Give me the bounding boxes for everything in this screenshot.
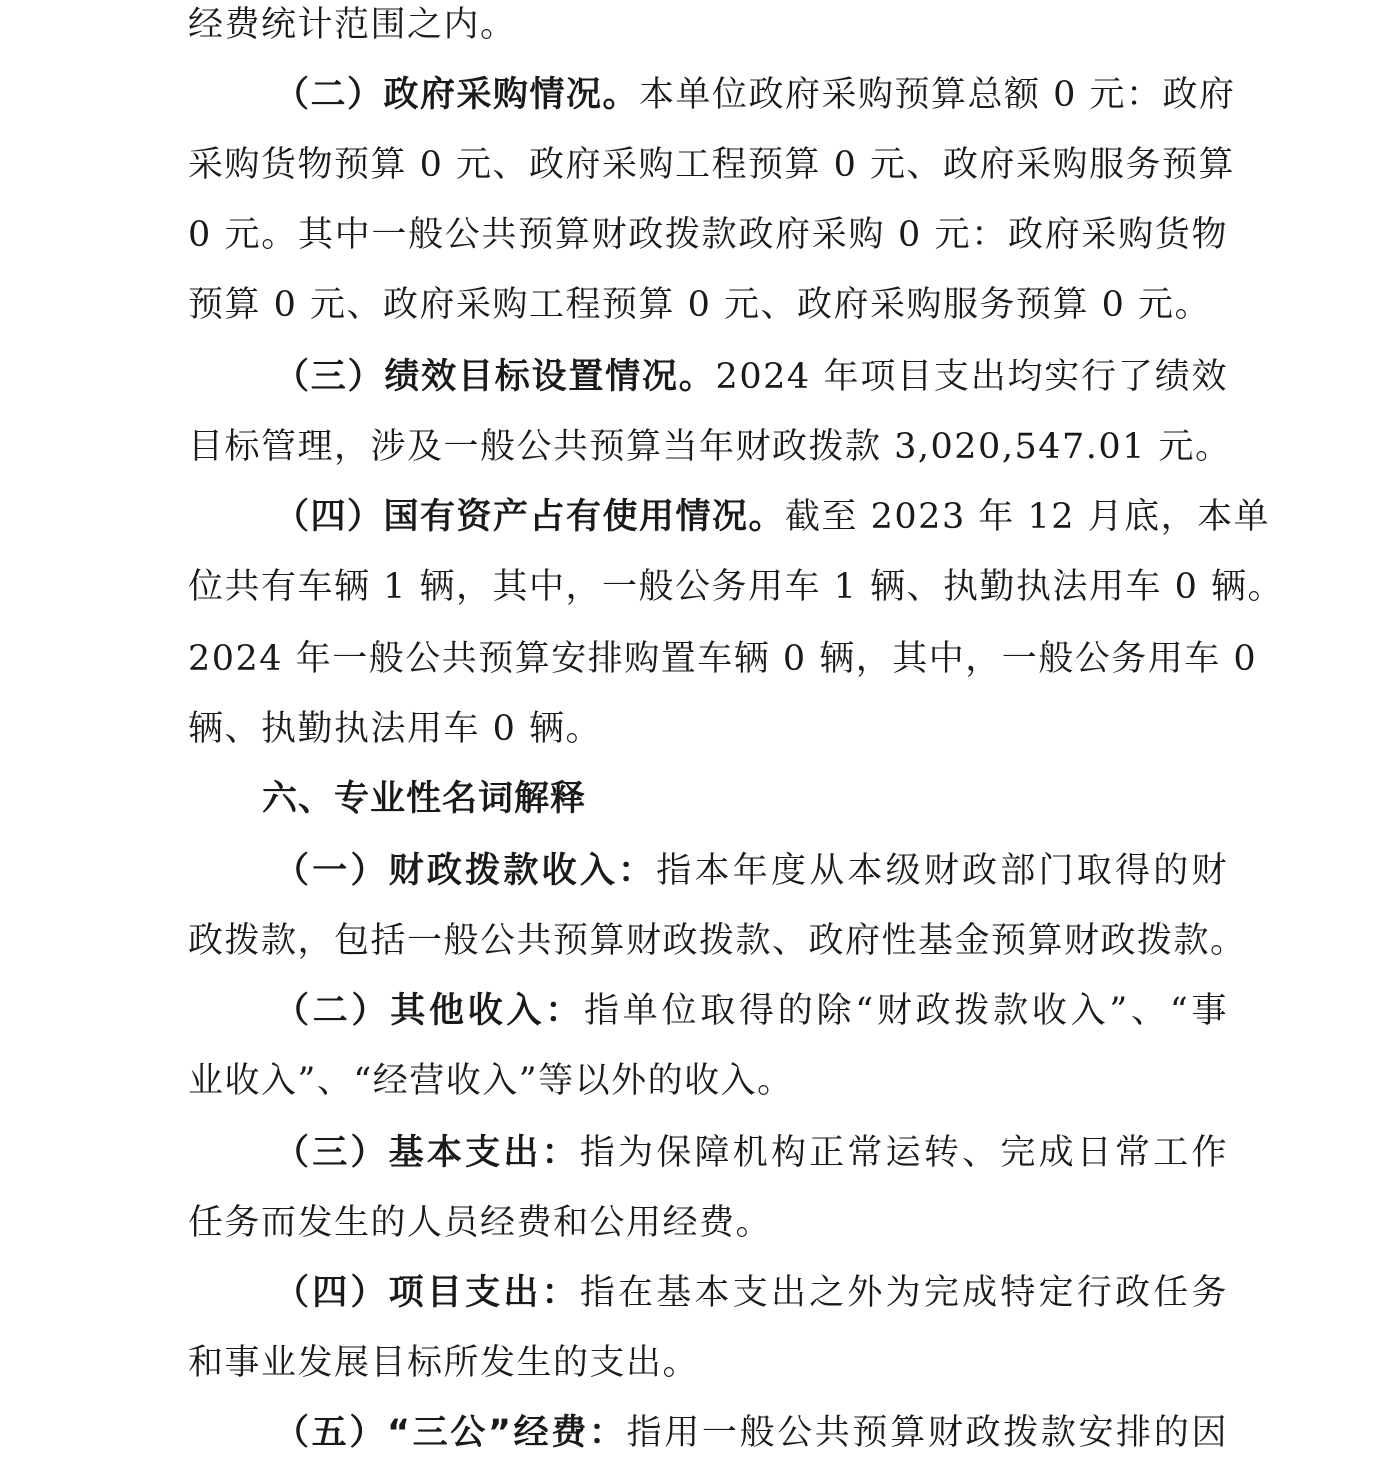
paragraph-line: 经费统计范围之内。 xyxy=(188,5,517,45)
term-lead: （四）项目支出： xyxy=(274,1273,580,1313)
paragraph-line xyxy=(274,986,1228,1036)
section-lead: （四）国有资产占有使用情况。 xyxy=(274,497,786,537)
section-body: 本单位政府采购预算总额 0 元：政府 xyxy=(639,75,1236,115)
section-lead: （二）政府采购情况。 xyxy=(274,75,640,115)
paragraph-line: 目标管理，涉及一般公共预算当年财政拨款 3,020,547.01 元。 xyxy=(188,427,1232,467)
paragraph-line: 任务而发生的人员经费和公用经费。 xyxy=(188,1203,773,1243)
term-body: 指单位取得的除“财政拨款收入”、“事 xyxy=(584,991,1228,1031)
term-lead: （三）基本支出： xyxy=(274,1133,580,1173)
paragraph-line: 和事业发展目标所发生的支出。 xyxy=(188,1343,700,1383)
paragraph-line: 位共有车辆 1 辆，其中，一般公务用车 1 辆、执勤执法用车 0 辆。 xyxy=(188,567,1285,607)
paragraph-line xyxy=(274,492,1271,542)
term-lead: （一）财政拨款收入： xyxy=(274,851,657,891)
paragraph-line xyxy=(274,1128,1228,1178)
paragraph-line xyxy=(274,846,1228,896)
term-body: 指用一般公共预算财政拨款安排的因 xyxy=(626,1413,1228,1453)
section-body: 2024 年项目支出均实行了绩效 xyxy=(715,357,1228,397)
paragraph-line xyxy=(274,1408,1228,1458)
paragraph-line xyxy=(274,70,1236,120)
term-body: 指为保障机构正常运转、完成日常工作 xyxy=(579,1133,1228,1173)
paragraph-line: 预算 0 元、政府采购工程预算 0 元、政府采购服务预算 0 元。 xyxy=(188,285,1212,325)
term-lead: （二）其他收入： xyxy=(274,991,585,1031)
paragraph-line xyxy=(274,352,1228,402)
paragraph-line: 采购货物预算 0 元、政府采购工程预算 0 元、政府采购服务预算 xyxy=(188,145,1236,185)
paragraph-line: 业收入”、“经营收入”等以外的收入。 xyxy=(188,1061,794,1101)
section-lead: （三）绩效目标设置情况。 xyxy=(274,357,716,397)
paragraph-line xyxy=(274,1268,1228,1318)
paragraph-line: 辆、执勤执法用车 0 辆。 xyxy=(188,709,603,749)
section-body: 截至 2023 年 12 月底，本单 xyxy=(785,497,1271,537)
term-lead: （五）“三公”经费： xyxy=(274,1413,627,1453)
paragraph-line: 0 元。其中一般公共预算财政拨款政府采购 0 元：政府采购货物 xyxy=(188,215,1228,255)
paragraph-line: 2024 年一般公共预算安排购置车辆 0 辆，其中，一般公务用车 0 xyxy=(188,639,1258,679)
paragraph-line: 政拨款，包括一般公共预算财政拨款、政府性基金预算财政拨款。 xyxy=(188,921,1247,961)
section-heading: 六、专业性名词解释 xyxy=(262,779,587,819)
term-body: 指在基本支出之外为完成特定行政任务 xyxy=(579,1273,1228,1313)
term-body: 指本年度从本级财政部门取得的财 xyxy=(656,851,1228,891)
